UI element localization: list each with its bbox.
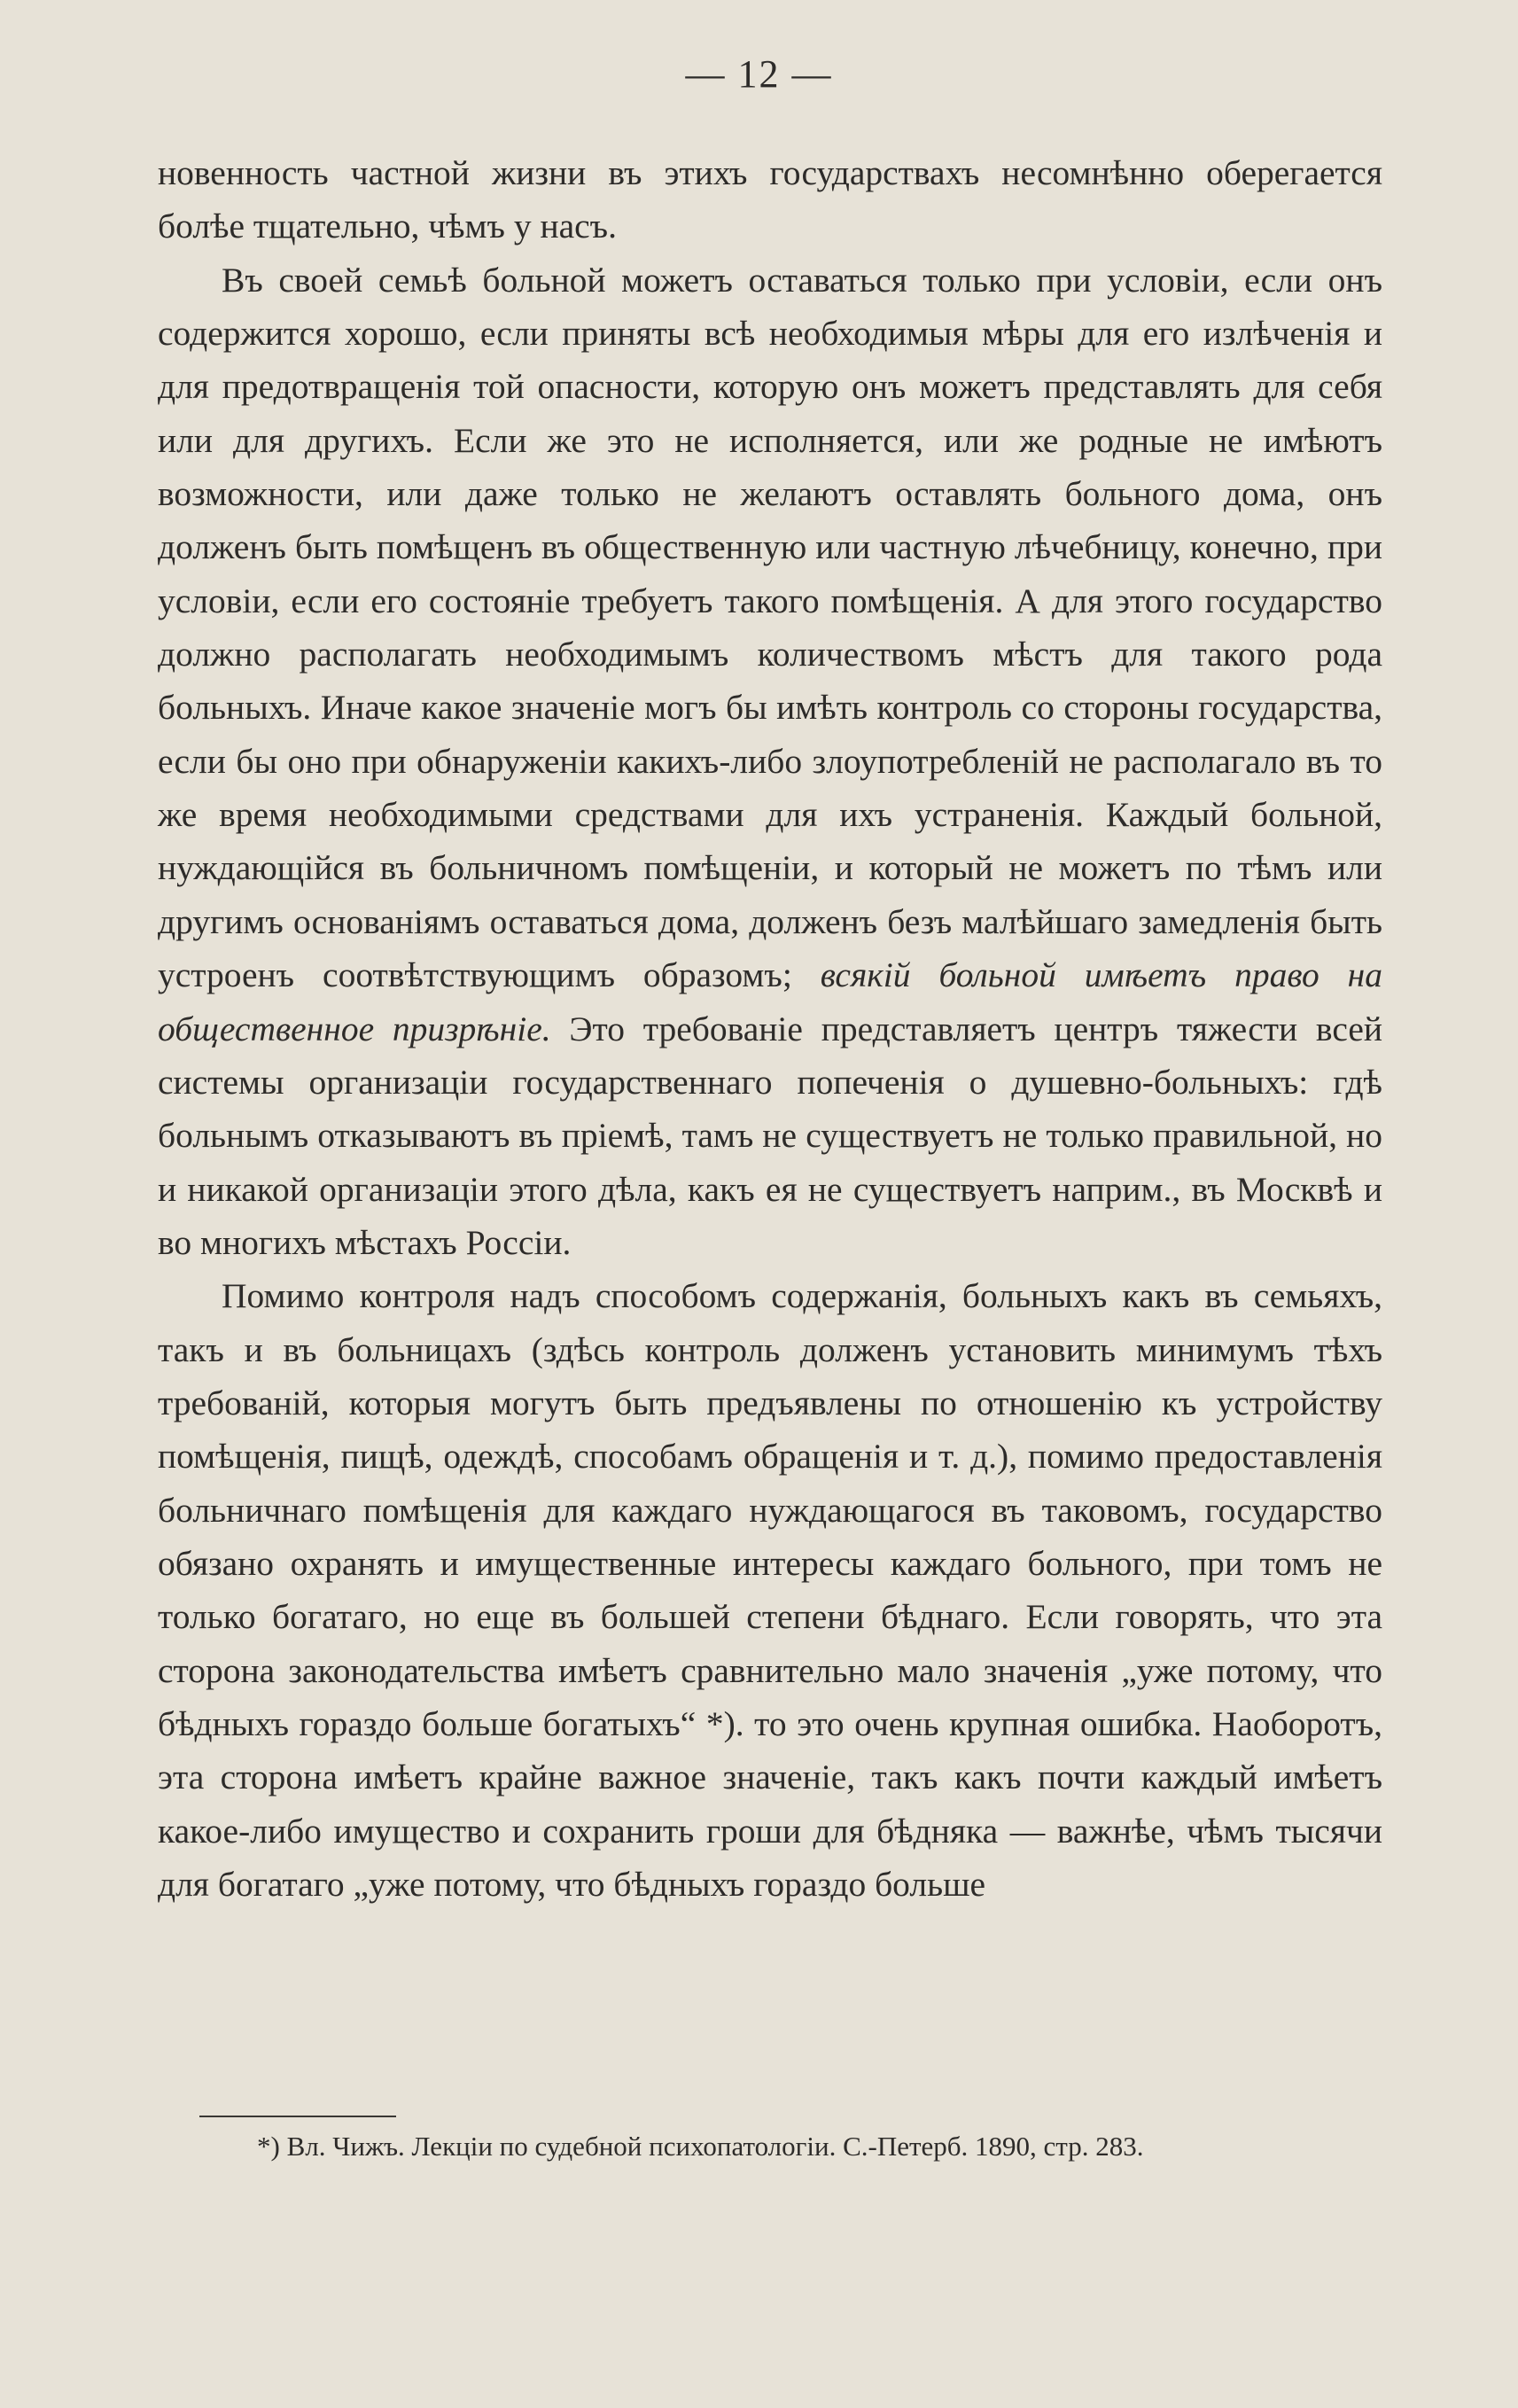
- page-number-header: — 12 —: [685, 52, 833, 96]
- paragraph-2: [158, 253, 1382, 1270]
- paragraph-3: Помимо контроля надъ способомъ содержанія, больныхъ какъ въ семьяхъ, такъ и въ больницахъ (здѣсь контроль долженъ установить минимумъ тѣхъ требованій, которыя могутъ быть предъявлены по отношенію къ устройству помѣщенія, пищѣ, одеждѣ, способамъ обращенія и т. д.), помимо предоставленія больничнаго помѣщенія для каждаго нуждающагося въ таковомъ, государство обязано охранять и имущественные интересы каждаго больного, при томъ не только богатаго, но еще въ большей степени бѣднаго. Если говорять, что эта сторона законодательства имѣетъ сравнительно мало значенія „уже потому, что бѣдныхъ гораздо больше богатыхъ“ *). то это очень крупная ошибка. Наоборотъ, эта сторона имѣетъ крайне важное значеніе, такъ какъ почти каждый имѣетъ какое-либо имущество и сохранить гроши для бѣдняка — важнѣе, чѣмъ тысячи для богатаго „уже потому, что бѣдныхъ гораздо больше: [158, 1276, 1382, 1904]
- paragraph-2-text-a: Въ своей семьѣ больной можетъ оставаться только при условіи, если онъ содержится хорошо, если приняты всѣ необходимыя мѣры для его излѣченія и для предотвращенія той опасности, которую онъ можетъ представлять для себя или для другихъ. Если же это не исполняется, или же родные не имѣютъ возможности, или даже только не желаютъ оставлять больного дома, онъ долженъ быть помѣщенъ въ общественную или частную лѣчебницу, конечно, при условіи, если его состояніе требуетъ такого помѣщенія. А для этого государство должно располагать необходимымъ количествомъ мѣстъ для такого рода больныхъ. Иначе какое значеніе могъ бы имѣть контроль со стороны государства, если бы оно при обнаруженіи какихъ-либо злоупотребленій не располагало въ то же время необходимыми средствами для ихъ устраненія. Каждый больной, нуждающійся въ больничномъ помѣщеніи, и который не можетъ по тѣмъ или другимъ основаніямъ оставаться дома, долженъ безъ малѣйшаго замедленія быть устроенъ соотвѣтствующимъ образомъ;: [158, 260, 1382, 995]
- paragraph-2-emphasis: всякій больной имѣетъ право на общественное призрѣніе.: [158, 955, 1382, 1048]
- footnote: *) Вл. Чижъ. Лекціи по судебной психопатологіи. С.-Петерб. 1890, стр. 283.: [257, 2131, 1144, 2162]
- main-text: [158, 146, 1382, 1911]
- paragraph-2-text-b: Это требованіе представляетъ центръ тяжести всей системы организаціи государственнаго попеченія о душевно-больныхъ: гдѣ больнымъ отказываютъ въ пріемѣ, тамъ не существуетъ не только правильной, но и никакой организаціи этого дѣла, какъ ея не существуетъ наприм., въ Москвѣ и во многихъ мѣстахъ Россіи.: [158, 1009, 1382, 1262]
- paragraph-1: новенность частной жизни въ этихъ государствахъ несомнѣнно оберегается болѣе тщательно, чѣмъ у насъ.: [158, 153, 1382, 246]
- footnote-separator: [199, 2116, 396, 2117]
